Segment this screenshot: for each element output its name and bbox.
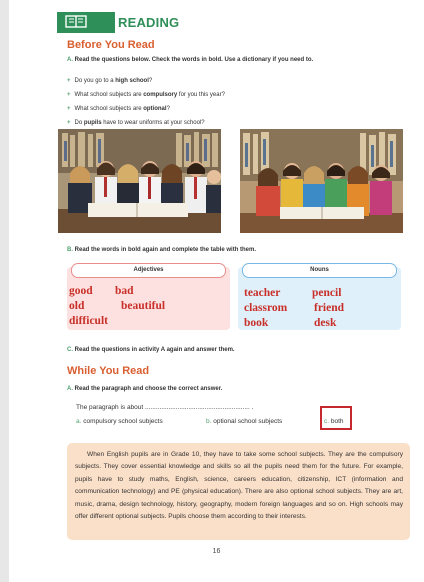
- plus-icon: +: [67, 92, 71, 98]
- section-title: READING: [118, 15, 180, 30]
- question-stem: The paragraph is about .......................................................... .: [76, 404, 254, 411]
- answer-word: difficult: [69, 315, 108, 327]
- before-you-read-heading: Before You Read: [67, 39, 155, 51]
- nouns-header: Nouns: [242, 263, 397, 278]
- answer-word: bad: [115, 285, 134, 297]
- plus-icon: +: [67, 78, 71, 84]
- page-number: 16: [212, 548, 221, 555]
- answer-word: good: [69, 285, 93, 297]
- option-c[interactable]: c. both: [324, 418, 344, 425]
- question-item: + Do pupils have to wear uniforms at your school?: [67, 120, 205, 126]
- answer-word: beautiful: [121, 300, 166, 312]
- students-group-photo-2: [240, 129, 403, 233]
- plus-icon: +: [67, 106, 71, 112]
- book-icon: [65, 15, 87, 28]
- question-list: [67, 74, 387, 130]
- adjectives-header: Adjectives: [71, 263, 226, 278]
- reading-passage-box: [67, 443, 410, 540]
- plus-icon: +: [67, 120, 71, 126]
- answer-word: old: [69, 300, 85, 312]
- activity-a-instruction: A. Read the questions below. Check the words in bold. Use a dictionary if you need to.: [67, 57, 314, 63]
- while-you-read-heading: While You Read: [67, 365, 150, 377]
- question-item: + Do you go to a high school?: [67, 78, 153, 84]
- activity-c-instruction: C. Read the questions in activity A again and answer them.: [67, 347, 235, 353]
- answer-word: book: [244, 317, 269, 329]
- question-item: + What school subjects are optional?: [67, 106, 170, 112]
- activity-b-instruction: B. Read the words in bold again and complete the table with them.: [67, 247, 257, 253]
- option-a[interactable]: a. compulsory school subjects: [76, 418, 163, 425]
- option-b[interactable]: b. optional school subjects: [206, 418, 283, 425]
- answer-word: classrom: [244, 302, 288, 314]
- answer-word: pencil: [312, 287, 342, 299]
- answer-word: desk: [314, 317, 337, 329]
- textbook-page: [9, 0, 424, 582]
- answer-word: friend: [314, 302, 345, 314]
- students-group-photo-1: [58, 129, 221, 233]
- answer-word: teacher: [244, 287, 281, 299]
- reading-passage: When English pupils are in Grade 10, they have to take some school subjects. They are the compulsory subjects. They cover essential knowledge and skills so all the pupils need them for the future. For example, pupils have to study maths, English, science, careers education, citizenship, ICT (information and communication technology) and PE (physical education). There are also optional school subjects. They are art, music, drama, design technology, history, geography, modern foreign languages and so on. High schools may offer different optional subjects. Pupils choose them according to their interests.: [75, 451, 403, 521]
- nouns-table: [238, 267, 401, 330]
- while-activity-a-instruction: A. Read the paragraph and choose the correct answer.: [67, 386, 223, 392]
- adjectives-table: [67, 267, 230, 330]
- selected-answer-frame: [320, 406, 352, 430]
- question-item: + What school subjects are compulsory for you this year?: [67, 92, 225, 98]
